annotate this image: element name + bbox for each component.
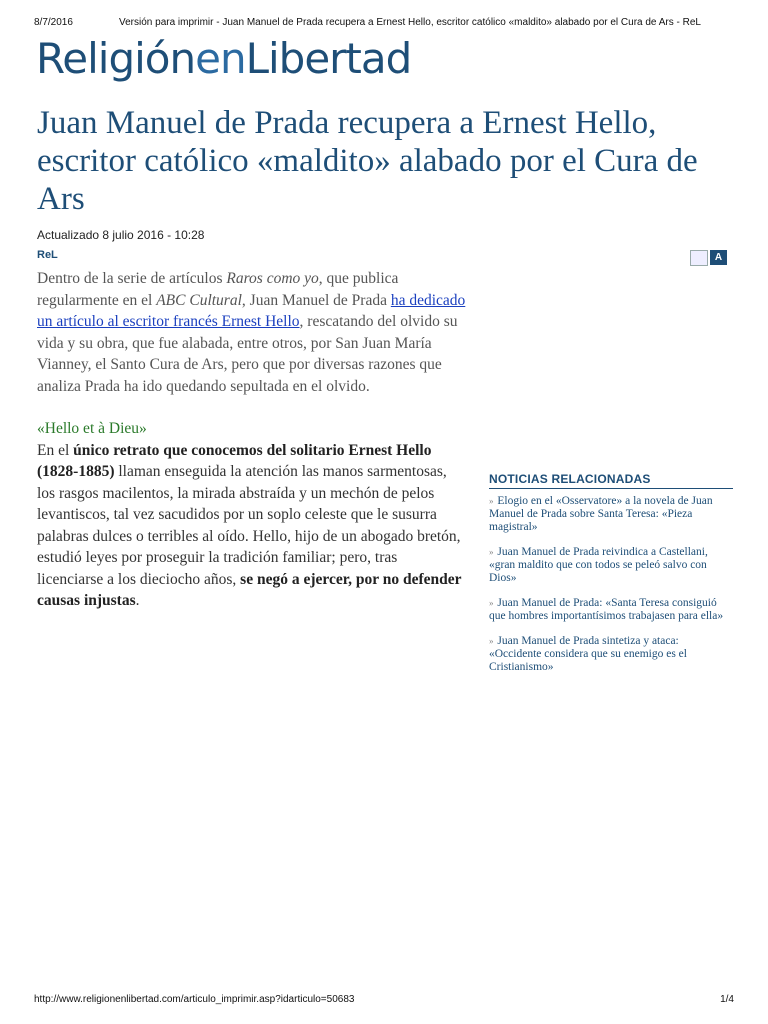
bullet-icon: » xyxy=(489,547,494,557)
related-news-list xyxy=(489,495,733,674)
related-news-item[interactable]: » Juan Manuel de Prada sintetiza y ataca: «Occidente considera que su enemigo es el Cristianismo» xyxy=(489,635,687,673)
print-image-icon[interactable] xyxy=(690,250,708,266)
site-logo[interactable] xyxy=(36,34,412,83)
bullet-icon: » xyxy=(489,636,494,646)
font-size-button[interactable]: A xyxy=(710,250,727,265)
article-author: ReL xyxy=(37,249,58,261)
page-number: 1/4 xyxy=(720,994,734,1005)
print-footer xyxy=(34,994,734,1008)
related-news-heading: NOTICIAS RELACIONADAS xyxy=(489,472,733,489)
related-news-item[interactable]: » Juan Manuel de Prada: «Santa Teresa consiguió que hombres importantísimos trabajasen para ella» xyxy=(489,597,724,622)
print-url[interactable]: http://www.religionenlibertad.com/articulo_imprimir.asp?idarticulo=50683 xyxy=(34,994,355,1005)
related-news-item[interactable]: » Elogio en el «Osservatore» a la novela de Juan Manuel de Prada sobre Santa Teresa: «Pieza magistral» xyxy=(489,495,713,533)
related-news-item[interactable]: » Juan Manuel de Prada reivindica a Castellani, «gran maldito que con todos se peleó salvo con Dios» xyxy=(489,546,708,584)
logo-part-religion: Religión xyxy=(36,34,196,83)
print-header xyxy=(34,17,734,31)
section-subhead: «Hello et à Dieu» xyxy=(37,420,147,437)
article-title: Juan Manuel de Prada recupera a Ernest Hello, escritor católico «maldito» alabado por el Cura de Ars xyxy=(37,105,698,217)
related-news xyxy=(489,472,733,686)
article-updated-date: Actualizado 8 julio 2016 - 10:28 xyxy=(37,228,205,242)
print-page-title: Versión para imprimir - Juan Manuel de Prada recupera a Ernest Hello, escritor católico «maldito» alabado por el Cura de Ars - ReL xyxy=(119,17,701,28)
logo-part-en: en xyxy=(195,34,246,83)
bullet-icon: » xyxy=(489,496,494,506)
bullet-icon: » xyxy=(489,598,494,608)
paragraph-intro: Dentro de la serie de artículos Raros como yo, que publica regularmente en el ABC Cultural, Juan Manuel de Prada ha dedicado un artículo al escritor francés Ernest Hello, rescatando del olvido su vida y su obra, que fue alabada, entre otros, por San Juan María Vianney, el Santo Cura de Ars, pero que por diversas razones que analiza Prada ha ido quedando sepultada en el olvido. xyxy=(37,270,466,395)
paragraph-portrait: En el único retrato que conocemos del solitario Ernest Hello (1828-1885) llaman enseguida la atención las manos sarmentosas, los rasgos macilentos, la mirada abstraída y un mechón de pelos levantiscos, tal vez sacudidos por un soplo celeste que le susurra palabras dulces o terribles al oído. Hello, hijo de un abogado bretón, estudió leyes por proseguir la tradición familiar; pero, tras licenciarse a los dieciocho años, se negó a ejercer, por no defender causas injustas. xyxy=(37,441,462,609)
print-date: 8/7/2016 xyxy=(34,17,73,28)
article-body xyxy=(37,268,467,612)
logo-part-libertad: Libertad xyxy=(245,34,412,83)
abc-article-link[interactable]: ha dedicado un artículo al escritor francés Ernest Hello xyxy=(37,291,466,330)
